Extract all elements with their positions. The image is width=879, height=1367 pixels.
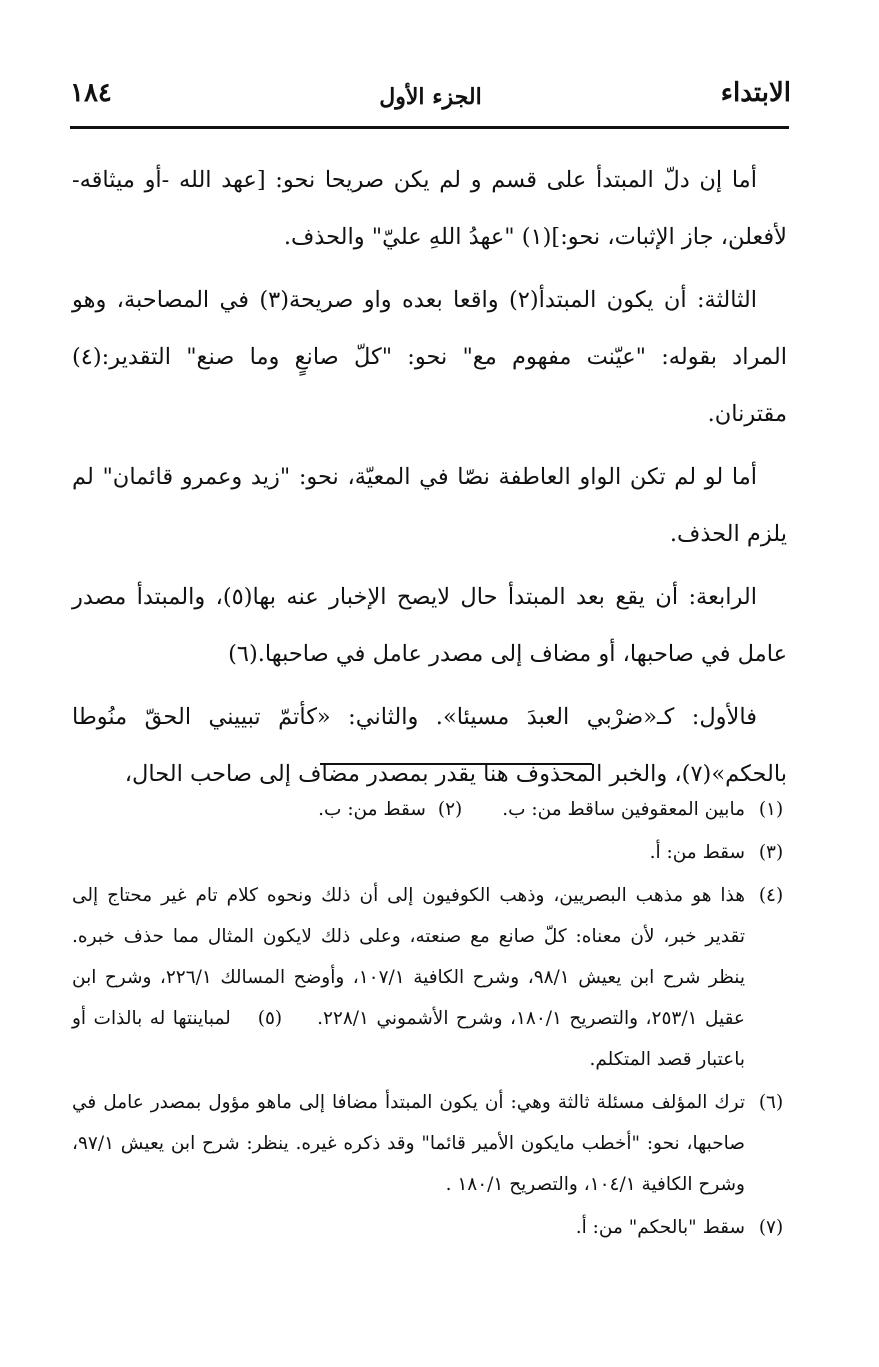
footnote-number: (١): [758, 799, 784, 820]
footnote-text: سقط "بالحكم" من: أ.: [575, 1217, 745, 1238]
footnote-number: (٧): [758, 1217, 784, 1238]
footnote-text: مابين المعقوفين ساقط من: ب.: [502, 799, 745, 820]
footnote-separator: [320, 763, 592, 765]
header-rule: [70, 126, 789, 129]
footnote-number: (٤): [758, 885, 784, 906]
footnote-number: (٦): [758, 1092, 784, 1113]
footnote: [72, 1082, 797, 1205]
footnote-number: (٣): [758, 842, 784, 863]
footnote-text: ترك المؤلف مسئلة ثالثة وهي: أن يكون المبتدأ مضافا إلى ماهو مؤول بمصدر عامل في صاحبها، نحو: "أخطب مايكون الأمير قائما" وقد ذكره غيره. ينظر: شرح ابن يعيش ٩٧/١، وشرح الكافية ١٠٤/١، والتصريح ١٨٠/١ .: [72, 1092, 745, 1195]
running-header: [70, 78, 791, 114]
paragraph: أما إن دلّ المبتدأ على قسم و لم يكن صريحا نحو: [عهد الله -أو ميثاقه- لأفعلن، جاز الإثبات، نحو:](١) "عهدُ اللهِ عليّ" والحذف.: [72, 167, 787, 250]
paragraph: فالأول: كـ«ضرْبي العبدَ مسيئا». والثاني: «كأتمّ تبييني الحقّ منُوطا بالحكم»(٧)، والخبر المحذوف هنا يقدر بمصدر مضاف إلى صاحب الحال،: [72, 704, 787, 787]
footnote-number: (٢): [437, 799, 463, 820]
footnote: [72, 1207, 797, 1248]
footnote-number: (٥): [257, 1008, 283, 1029]
page-number: ١٨٤: [70, 78, 112, 108]
paragraph: الثالثة: أن يكون المبتدأ(٢) واقعا بعده واو صريحة(٣) في المصاحبة، وهو المراد بقوله: "عيّنت مفهوم مع" نحو: "كلّ صانعٍ وما صنع" التقدير:(٤) مقترنان.: [72, 287, 787, 427]
paragraph: أما لو لم تكن الواو العاطفة نصّا في المعيّة، نحو: "زيد وعمرو قائمان" لم يلزم الحذف.: [72, 464, 787, 547]
footnote: [72, 875, 797, 1080]
chapter-title: الابتداء: [720, 78, 791, 108]
footnote: [72, 789, 797, 830]
footnote-text: لمباينتها له بالذات أو باعتبار قصد المتكلم.: [72, 1008, 745, 1070]
footnote: [72, 832, 797, 873]
footnotes: [72, 789, 797, 1250]
footnote-text: هذا هو مذهب البصريين، وذهب الكوفيون إلى أن ذلك ونحوه كلام تام غير محتاج إلى تقدير خبر، لأن معناه: كلّ صانع مع صنعته، وعلى ذلك لايكون المثال مما حذف خبره. ينظر شرح ابن يعيش ٩٨/١، وشرح الكافية ١٠٧/١، وأوضح المسالك ٢٢٦/١، وشرح ابن عقيل ٢٥٣/١، والتصريح ١٨٠/١، وشرح الأشموني ٢٢٨/١.: [72, 885, 745, 1029]
paragraph: الرابعة: أن يقع بعد المبتدأ حال لايصح الإخبار عنه بها(٥)، والمبتدأ مصدر عامل في صاحبها، أو مضاف إلى مصدر عامل في صاحبها.(٦): [72, 584, 787, 667]
volume-title: الجزء الأول: [379, 84, 482, 110]
footnote-text: سقط من: أ.: [649, 842, 745, 863]
footnote-text: سقط من: ب.: [318, 799, 426, 820]
main-text: [72, 152, 787, 809]
